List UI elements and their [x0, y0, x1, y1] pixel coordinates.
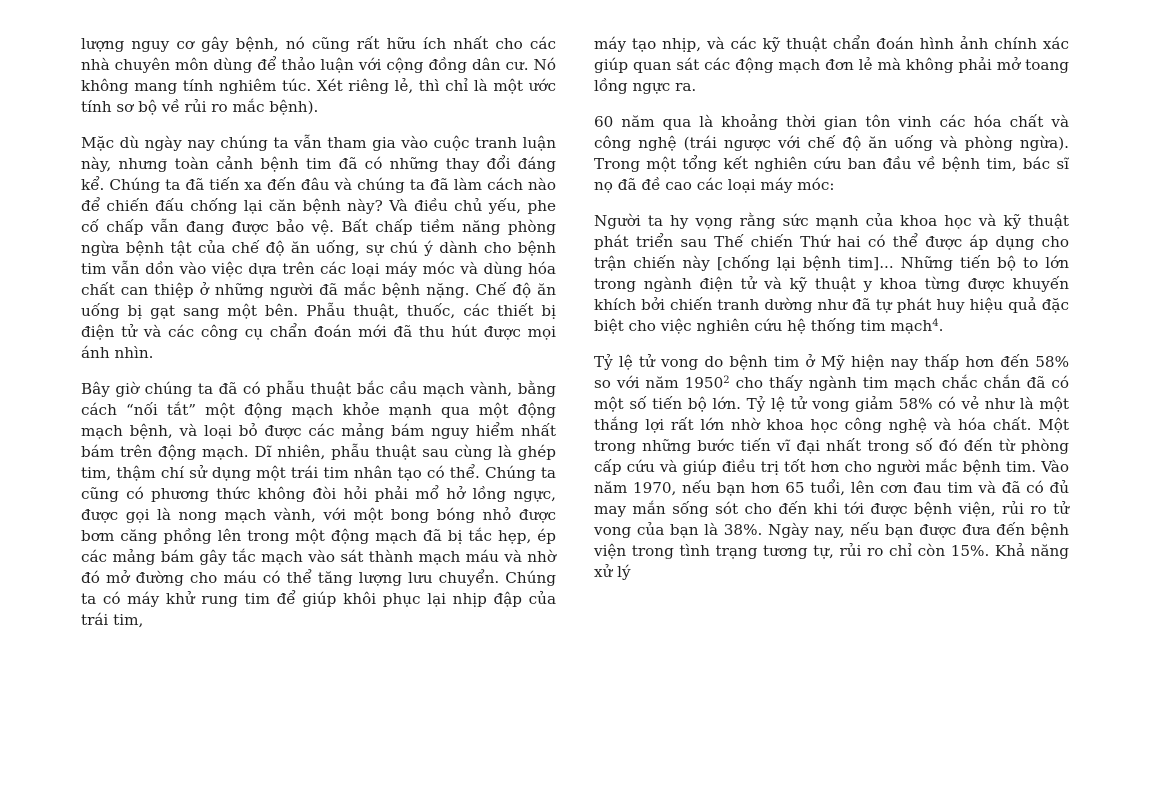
- mortality-text-end: cho thấy ngành tim mạch chắc chắn đã có một số tiến bộ lớn. Tỷ lệ tử vong giảm 58% có vẻ như là một thắng lợi rất lớn nhờ khoa học công nghệ và hóa chất. Một trong những bước tiến vĩ đại nhất trong số đó đến từ phòng cấp cứu và giúp điều trị tốt hơn cho người mắc bệnh tim. Vào năm 1970, nếu bạn hơn 65 tuổi, lên cơn đau tim và đã có đủ may mắn sống sót cho đến khi tới được bệnh viện, rủi ro tử vong của bạn là 38%. Ngày nay, nếu bạn được đưa đến bệnh viện trong tình trạng tương tự, rủi ro chỉ còn 15%. Khả năng xử lý: [594, 374, 1070, 581]
- paragraph-chemicals-technology: 60 năm qua là khoảng thời gian tôn vinh các hóa chất và công nghệ (trái ngược với chế độ ăn uống và phòng ngừa). Trong một tổng kết nghiên cứu ban đầu về bệnh tim, bác sĩ nọ đã đề cao các loại máy móc:: [594, 113, 1069, 194]
- right-column: [594, 34, 1069, 583]
- quote-end: .: [938, 317, 944, 335]
- paragraph-heart-disease-debate: Mặc dù ngày nay chúng ta vẫn tham gia vào cuộc tranh luận này, nhưng toàn cảnh bệnh tim đã có những thay đổi đáng kể. Chúng ta đã tiến xa đến đâu và chúng ta đã làm cách nào để chiến đấu chống lại căn bệnh này? Và điều chủ yếu, phe cố chấp vẫn đang được bảo vệ. Bất chấp tiềm năng phòng ngừa bệnh tật của chế độ ăn uống, sự chú ý dành cho bệnh tim vẫn dồn vào việc dựa trên các loại máy móc và dùng hóa chất can thiệp ở những người đã mắc bệnh nặng. Chế độ ăn uống bị gạt sang một bên. Phẫu thuật, thuốc, các thiết bị điện tử và các công cụ chẩn đoán mới đã thu hút được mọi ánh nhìn.: [81, 134, 556, 362]
- paragraph-pacemaker: máy tạo nhịp, và các kỹ thuật chẩn đoán hình ảnh chính xác giúp quan sát các động mạch đơn lẻ mà không phải mở toang lồng ngực ra.: [594, 35, 1069, 95]
- quote-text: Người ta hy vọng rằng sức mạnh của khoa học và kỹ thuật phát triển sau Thế chiến Thứ hai có thể được áp dụng cho trận chiến này [chống lại bệnh tim]... Những tiến bộ to lớn trong ngành điện tử và kỹ thuật y khoa từng được khuyến khích bởi chiến tranh dường như đã tự phát huy hiệu quả đặc biệt cho việc nghiên cứu hệ thống tim mạch: [594, 212, 1069, 335]
- paragraph-bypass-surgery: Bây giờ chúng ta đã có phẫu thuật bắc cầu mạch vành, bằng cách “nối tắt” một động mạch khỏe mạnh qua một động mạch bệnh, và loại bỏ được các mảng bám nguy hiểm nhất bám trên động mạch. Dĩ nhiên, phẫu thuật sau cùng là ghép tim, thậm chí sử dụng một trái tim nhân tạo có thể. Chúng ta cũng có phương thức không đòi hỏi phải mổ hở lồng ngực, được gọi là nong mạch vành, với một bong bóng nhỏ được bơm căng phồng lên trong một động mạch đã bị tắc hẹp, ép các mảng bám gây tắc mạch vào sát thành mạch máu và nhờ đó mở đường cho máu có thể tăng lượng lưu chuyển. Chúng ta có máy khử rung tim để giúp khôi phục lại nhịp đập của trái tim,: [81, 380, 556, 629]
- paragraph-mortality-rate: [594, 352, 1069, 583]
- left-column: [81, 34, 556, 631]
- footnote-ref-4: 4: [932, 318, 939, 329]
- footnote-ref-2: 2: [723, 375, 730, 386]
- paragraph-quote: [594, 211, 1069, 337]
- paragraph-risk-estimate: lượng nguy cơ gây bệnh, nó cũng rất hữu ích nhất cho các nhà chuyên môn dùng để thảo luận với cộng đồng dân cư. Nó không mang tính nghiêm túc. Xét riêng lẻ, thì chỉ là một ước tính sơ bộ về rủi ro mắc bệnh).: [81, 35, 556, 116]
- mortality-text-start: Tỷ lệ tử vong do bệnh tim ở Mỹ hiện nay thấp hơn đến 58% so với năm 1950: [594, 353, 1069, 392]
